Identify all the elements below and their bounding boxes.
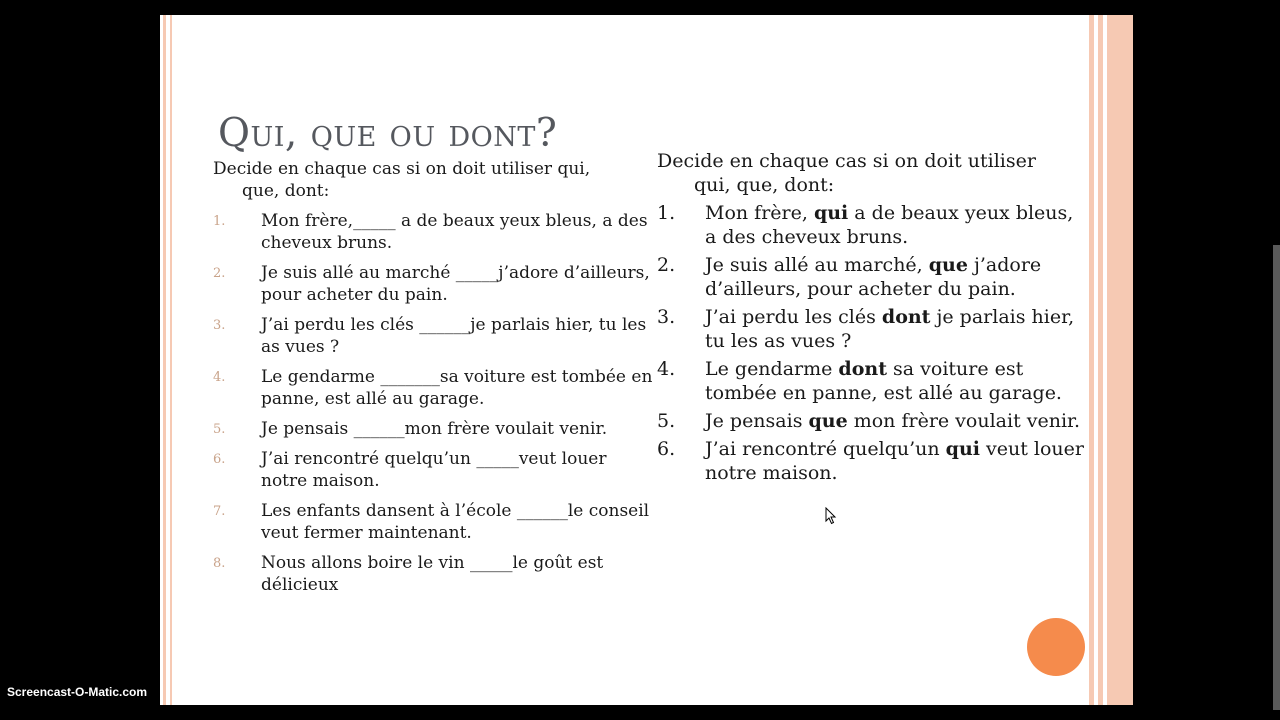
answer-word: que (808, 410, 848, 432)
orange-circle-decoration (1027, 618, 1085, 676)
exercise-item (213, 366, 653, 410)
item-text (705, 357, 1087, 405)
answer-instructions (657, 149, 1087, 197)
item-text-after: j’adore d’ailleurs, pour acheter du pain. (705, 254, 1042, 300)
answer-word: dont (881, 306, 931, 328)
item-text (705, 201, 1087, 249)
item-number: 4. (657, 358, 676, 380)
exercise-item (213, 262, 653, 306)
item-text-after: veut louer notre maison. (705, 438, 1084, 484)
item-text: J’ai perdu les clés ______je parlais hier, tu les as vues ? (261, 315, 647, 357)
item-number: 5. (657, 410, 676, 432)
item-number: 3. (213, 318, 226, 333)
scrollbar[interactable] (1273, 245, 1280, 710)
item-number: 1. (213, 214, 226, 229)
exercise-item (213, 448, 653, 492)
slide-left-border (163, 15, 166, 705)
item-text-before: Le gendarme (705, 358, 839, 380)
answer-word: qui (813, 202, 849, 224)
instruction-line-1: Decide en chaque cas si on doit utiliser (657, 150, 1036, 172)
item-text (705, 437, 1087, 485)
answer-list (657, 201, 1087, 485)
exercise-instructions (213, 158, 653, 202)
item-number: 5. (213, 422, 226, 437)
item-number: 6. (657, 438, 676, 460)
instruction-line-1: Decide en chaque cas si on doit utiliser qui, (213, 159, 591, 179)
item-text: Je pensais ______mon frère voulait venir. (261, 419, 608, 439)
mouse-cursor-icon (825, 507, 837, 525)
exercise-column (213, 158, 653, 596)
exercise-item (213, 314, 653, 358)
item-text-before: J’ai perdu les clés (705, 306, 882, 328)
item-text (705, 253, 1087, 301)
item-text: Je suis allé au marché _____j’adore d’ailleurs, pour acheter du pain. (261, 263, 650, 305)
slide-left-border-inner (170, 15, 172, 705)
item-number: 7. (213, 504, 226, 519)
item-number: 8. (213, 556, 226, 571)
answer-column (657, 149, 1087, 485)
exercise-item (213, 500, 653, 544)
item-text-after: a de beaux yeux bleus, a des cheveux bruns. (705, 202, 1074, 248)
answer-word: qui (945, 438, 980, 460)
answer-item (657, 409, 1087, 433)
item-text-after: sa voiture est tombée en panne, est allé au garage. (705, 358, 1062, 404)
answer-word: dont (838, 358, 887, 380)
item-text-before: J’ai rencontré quelqu’un (705, 438, 946, 460)
answer-item (657, 253, 1087, 301)
item-text-before: Mon frère, (705, 202, 814, 224)
instruction-line-2: qui, que, dont: (694, 174, 835, 196)
item-text (705, 409, 1087, 433)
answer-item (657, 437, 1087, 485)
item-text-before: Je suis allé au marché, (705, 254, 929, 276)
item-number: 2. (213, 266, 226, 281)
exercise-item (213, 552, 653, 596)
item-number: 2. (657, 254, 676, 276)
slide (160, 15, 1133, 705)
answer-item (657, 201, 1087, 249)
watermark: Screencast-O-Matic.com (7, 685, 148, 699)
slide-right-border-2 (1098, 15, 1103, 705)
exercise-item (213, 210, 653, 254)
item-number: 6. (213, 452, 226, 467)
item-text-after: mon frère voulait venir. (847, 410, 1081, 432)
slide-title: Qui, que ou dont? (218, 111, 558, 156)
item-text: Nous allons boire le vin _____le goût est délicieux (261, 553, 604, 595)
slide-right-border-1 (1089, 15, 1094, 705)
answer-item (657, 357, 1087, 405)
item-text-before: Je pensais (705, 410, 809, 432)
slide-right-border-3 (1107, 15, 1133, 705)
answer-word: que (928, 254, 968, 276)
item-number: 1. (657, 202, 676, 224)
exercise-item (213, 418, 653, 440)
item-text: Les enfants dansent à l’école ______le conseil veut fermer maintenant. (261, 501, 650, 543)
exercise-list (213, 210, 653, 596)
answer-item (657, 305, 1087, 353)
item-text: Le gendarme _______sa voiture est tombée en panne, est allé au garage. (261, 367, 653, 409)
item-text (705, 305, 1087, 353)
instruction-line-2: que, dont: (242, 181, 330, 201)
item-number: 3. (657, 306, 676, 328)
item-number: 4. (213, 370, 226, 385)
item-text: Mon frère,_____ a de beaux yeux bleus, a des cheveux bruns. (261, 211, 648, 253)
item-text-after: je parlais hier, tu les as vues ? (705, 306, 1075, 352)
item-text: J’ai rencontré quelqu’un _____veut louer notre maison. (261, 449, 607, 491)
